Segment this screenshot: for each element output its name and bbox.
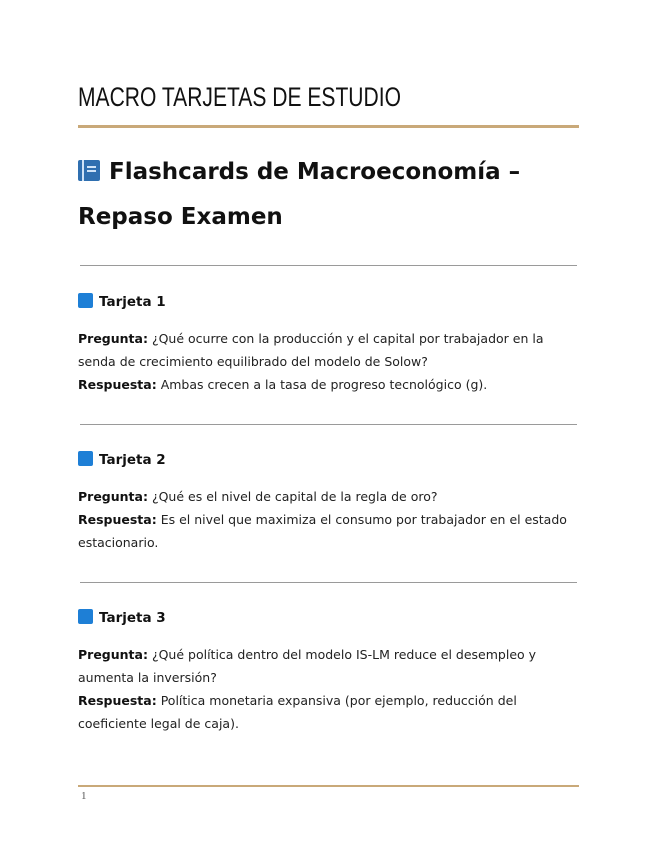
card-question xyxy=(78,327,579,373)
flashcard-2 xyxy=(78,450,579,554)
answer-text: Es el nivel que maximiza el consumo por trabajador en el estado estacionario. xyxy=(78,512,567,550)
card-heading xyxy=(78,292,579,312)
question-text: ¿Qué ocurre con la producción y el capital por trabajador en la senda de crecimiento equilibrado del modelo de Solow? xyxy=(78,331,544,369)
card-heading xyxy=(78,450,579,470)
card-question xyxy=(78,643,579,689)
divider xyxy=(80,265,577,266)
card-heading-text: Tarjeta 2 xyxy=(99,452,166,468)
blue-book-icon xyxy=(78,160,100,181)
answer-text: Ambas crecen a la tasa de progreso tecnológico (g). xyxy=(160,377,488,392)
page-title xyxy=(78,150,579,240)
card-answer xyxy=(78,508,579,554)
answer-text: Política monetaria expansiva (por ejemplo, reducción del coeficiente legal de caja). xyxy=(78,693,517,731)
footer-rule xyxy=(78,785,579,787)
blue-square-icon xyxy=(78,609,93,624)
blue-square-icon xyxy=(78,451,93,466)
card-heading-text: Tarjeta 1 xyxy=(99,294,166,310)
card-answer xyxy=(78,689,579,735)
card-question xyxy=(78,485,579,508)
question-text: ¿Qué política dentro del modelo IS-LM reduce el desempleo y aumenta la inversión? xyxy=(78,647,537,685)
card-heading-text: Tarjeta 3 xyxy=(99,610,166,626)
card-heading xyxy=(78,608,579,628)
question-label: Pregunta: xyxy=(78,489,148,504)
card-answer xyxy=(78,373,579,396)
page-title-line-2: Repaso Examen xyxy=(78,204,283,230)
answer-label: Respuesta: xyxy=(78,512,157,527)
question-label: Pregunta: xyxy=(78,331,148,346)
divider xyxy=(80,582,577,583)
blue-square-icon xyxy=(78,293,93,308)
answer-label: Respuesta: xyxy=(78,693,157,708)
flashcard-1 xyxy=(78,292,579,396)
question-label: Pregunta: xyxy=(78,647,148,662)
flashcard-3 xyxy=(78,608,579,735)
page-title-line-1: Flashcards de Macroeconomía – xyxy=(109,159,521,185)
question-text: ¿Qué es el nivel de capital de la regla de oro? xyxy=(151,489,438,504)
header-rule xyxy=(78,125,579,128)
document-page xyxy=(78,0,579,848)
divider xyxy=(80,424,577,425)
document-header: MACRO TARJETAS DE ESTUDIO xyxy=(78,82,401,112)
answer-label: Respuesta: xyxy=(78,377,157,392)
page-number: 1 xyxy=(81,790,87,802)
